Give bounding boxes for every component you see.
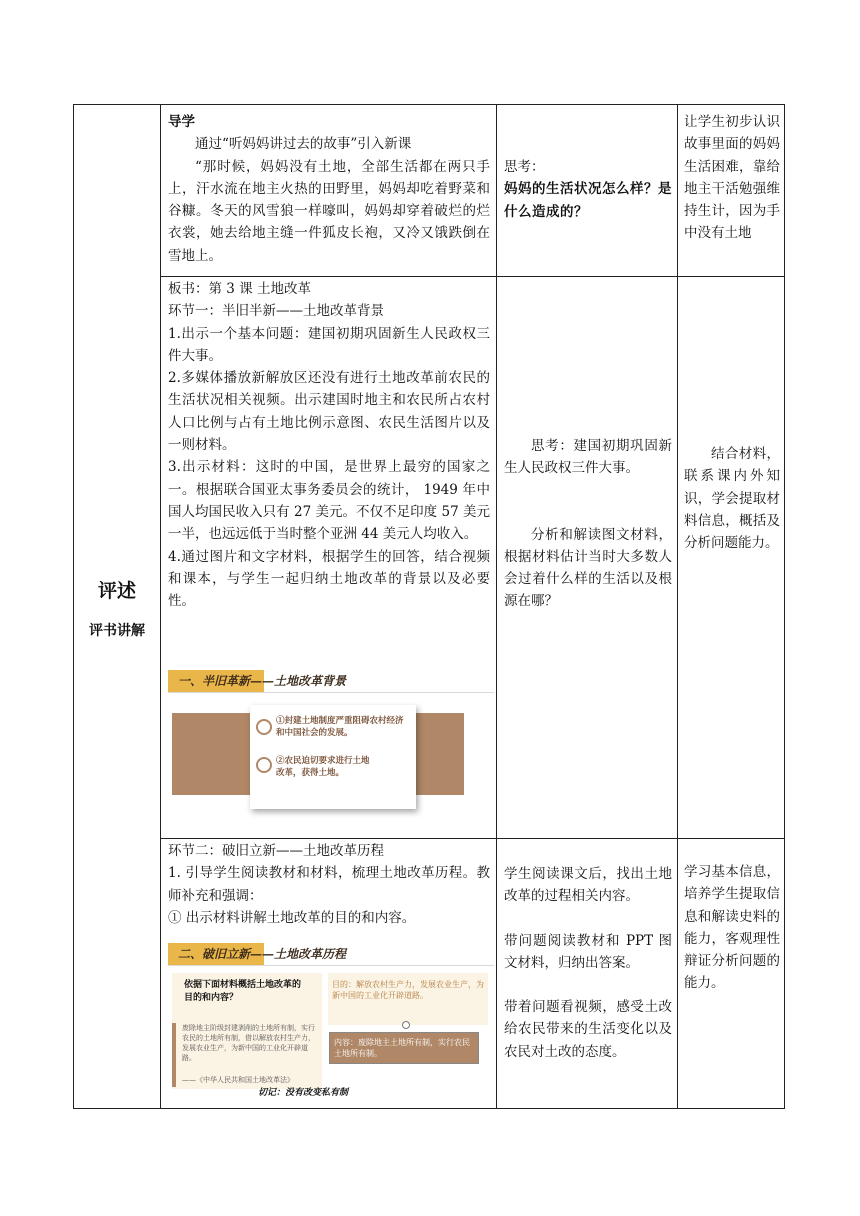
row1-student-label: 思考： (504, 159, 545, 175)
row2-purpose: 结合材料，联系课内外知识，学会提取材料信息，概括及分析问题能力。 (684, 446, 780, 552)
row2-student (504, 435, 672, 613)
row1-purpose: 让学生初步认识故事里面的妈妈生活困难，靠给地主干活勉强维持生计，因为手中没有土地 (684, 114, 780, 242)
row3-student-2: 带问题阅读教材和 PPT 图文材料，归纳出答案。 (504, 932, 672, 971)
row2-line-1: 板书：第 3 课 土地改革 (168, 281, 311, 297)
row1-line-1: 通过“听妈妈讲过去的故事”引入新课 (195, 136, 412, 153)
row2-line-6: 4.通过图片和文字材料，根据学生的回答，结合视频和课本，与学生一起归纳土地改革的背景以及必要性。 (168, 548, 490, 610)
slide1-header: 一、半旧革新——土地改革背景 (178, 674, 347, 688)
slide1-item-1: ①封建土地制度严重阻碍农村经济和中国社会的发展。 (276, 716, 404, 738)
slide1-icon-1 (256, 719, 272, 735)
row3-student-3: 带着问题看视频，感受土改给农民带来的生活变化以及农民对土改的态度。 (504, 999, 672, 1060)
slide2-material: 废除地主阶级封建剥削的土地所有制，实行农民的土地所有制，借以解放农村生产力，发展农业生产，为新中国的工业化开辟道路。 (182, 1024, 315, 1062)
row1-teacher (168, 111, 490, 267)
row3-line-3: ① 出示材料讲解土地改革的目的和内容。 (168, 909, 416, 926)
row3-teacher (168, 840, 490, 929)
slide1-item-2: ②农民迫切要求进行土地改革，获得土地。 (276, 756, 370, 778)
row1-student-question: 妈妈的生活状况怎么样？是什么造成的？ (504, 181, 672, 220)
row2-teacher (168, 278, 490, 612)
slide2-goal: 目的：解放农村生产力，发展农业生产，为新中国的工业化开辟道路。 (332, 980, 484, 1000)
slide-background (168, 653, 494, 823)
stage-cell (74, 105, 160, 1108)
row1-heading: 导学 (168, 114, 195, 130)
row2-student-1: 思考：建国初期巩固新生人民政权三件大事。 (504, 438, 672, 477)
stage-title: 评述 (97, 580, 136, 602)
row3-line-2: 1. 引导学生阅读教材和材料，梳理土地改革历程。教师补充和强调： (168, 865, 490, 904)
row1-student (504, 156, 672, 223)
slide2-content: 内容：废除地主土地所有制，实行农民土地所有制。 (330, 1033, 478, 1063)
stage-subtitle: 评书讲解 (89, 623, 145, 639)
row3-student-1: 学生阅读课文后，找出土地改革的过程相关内容。 (504, 866, 672, 905)
row3-line-1: 环节二：破旧立新——土地改革历程 (168, 843, 384, 859)
row1-line-2: “那时候，妈妈没有土地，全部生活都在两只手上，汗水流在地主火热的田野里，妈妈却吃着野菜和谷糠。冬天的风雪狼一样嚎叫，妈妈却穿着破烂的烂衣裳，她去给地主缝一件狐皮长袍，又冷又饿跌倒在雪地上。 (168, 158, 490, 264)
slide2-question: 依据下面材料概括土地改革的目的和内容？ (184, 980, 302, 1003)
lesson-table (73, 104, 785, 1109)
slide2-header: 二、破旧立新——土地改革历程 (178, 947, 347, 961)
row2-line-4: 2.多媒体播放新解放区还没有进行土地改革前农民的生活状况相关视频。出示建国时地主和农民所占农村人口比例与占有土地比例示意图、农民生活图片以及一则材料。 (168, 370, 490, 454)
row2-line-3: 1.出示一个基本问题：建国初期巩固新生人民政权三件大事。 (168, 325, 490, 364)
slide2-selection-handle (402, 1021, 410, 1029)
row3-student (504, 863, 672, 1063)
slide2-footer: 切记：没有改变私有制 (258, 1088, 349, 1098)
slide1-icon-2 (256, 757, 272, 773)
slide2-source: ——《中华人民共和国土地改革法》 (182, 1076, 294, 1084)
row2-line-2: 环节一：半旧半新——土地改革背景 (168, 303, 384, 320)
row3-purpose: 学习基本信息，培养学生提取信息和解读史料的能力，客观理性辩证分析问题的能力。 (684, 864, 780, 992)
row2-line-5: 3.出示材料：这时的中国，是世界上最穷的国家之一。根据联合国亚太事务委员会的统计， 1949 年中国人均国民收入只有 27 美元。不仅不足印度 57 美元一半，也远远低于当时整个亚洲 44 美元人均收入。 (168, 459, 490, 543)
slide2 (168, 937, 494, 1102)
row2-student-2: 分析和解读图文材料，根据材料估计当时大多数人会过着什么样的生活以及根源在哪？ (504, 526, 672, 610)
